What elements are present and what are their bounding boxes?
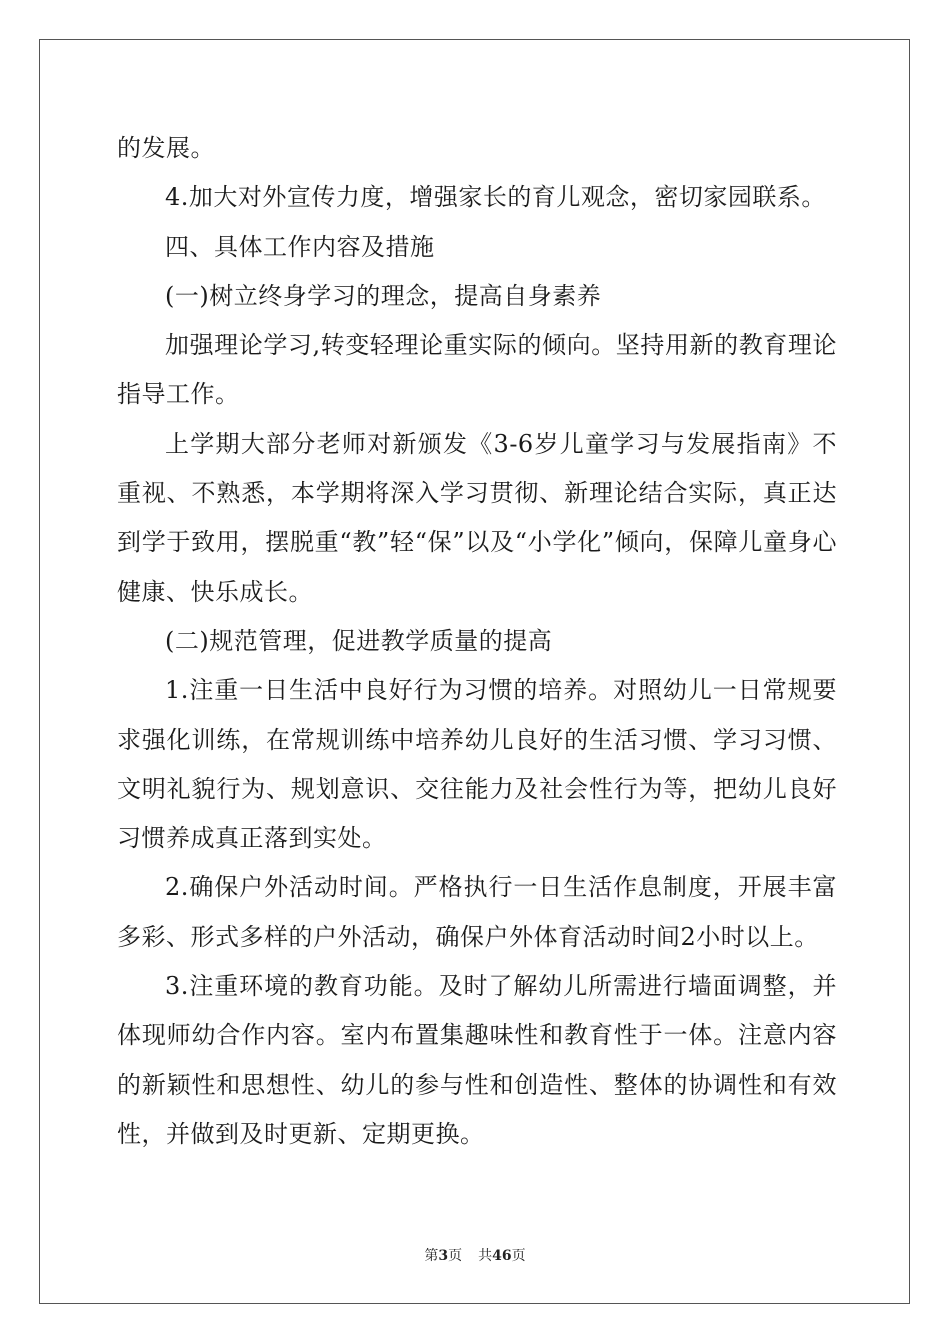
paragraph: 的发展。 [117,134,215,162]
total-prefix: 共 [478,1248,493,1264]
subsection-heading: (一)树立终身学习的理念，提高自身素养 [165,281,602,310]
paragraph: 4.加大对外宣传力度，增强家长的育儿观念，密切家园联系。 [165,183,826,212]
paragraph: 加强理论学习,转变轻理论重实际的倾向。坚持用新的教育理论指导工作。 [117,331,837,409]
subsection-heading: (二)规范管理，促进教学质量的提高 [165,626,553,655]
page-prefix: 第 [424,1248,439,1264]
total-suffix: 页 [511,1248,526,1264]
page-number: 3 [438,1248,449,1264]
paragraph: 上学期大部分老师对新颁发《3-6岁儿童学习与发展指南》不重视、不熟悉，本学期将深入学习贯彻、新理论结合实际，真正达到学于致用，摆脱重“教”轻“保”以及“小学化”倾向，保障儿童身心健康、快乐成长。 [117,429,837,606]
document-body [117,124,837,1159]
paragraph: 2.确保户外活动时间。严格执行一日生活作息制度，开展丰富多彩、形式多样的户外活动，确保户外体育活动时间2小时以上。 [117,873,837,951]
section-heading: 四、具体工作内容及措施 [165,232,435,261]
paragraph: 3.注重环境的教育功能。及时了解幼儿所需进行墙面调整，并体现师幼合作内容。室内布置集趣味性和教育性于一体。注意内容的新颖性和思想性、幼儿的参与性和创造性、整体的协调性和有效性，并做到及时更新、定期更换。 [117,972,837,1148]
page-footer [0,1246,950,1266]
page-suffix: 页 [448,1248,463,1264]
total-pages: 46 [492,1248,512,1264]
paragraph: 1.注重一日生活中良好行为习惯的培养。对照幼儿一日常规要求强化训练，在常规训练中培养幼儿良好的生活习惯、学习习惯、文明礼貌行为、规划意识、交往能力及社会性行为等，把幼儿良好习惯养成真正落到实处。 [117,676,837,853]
